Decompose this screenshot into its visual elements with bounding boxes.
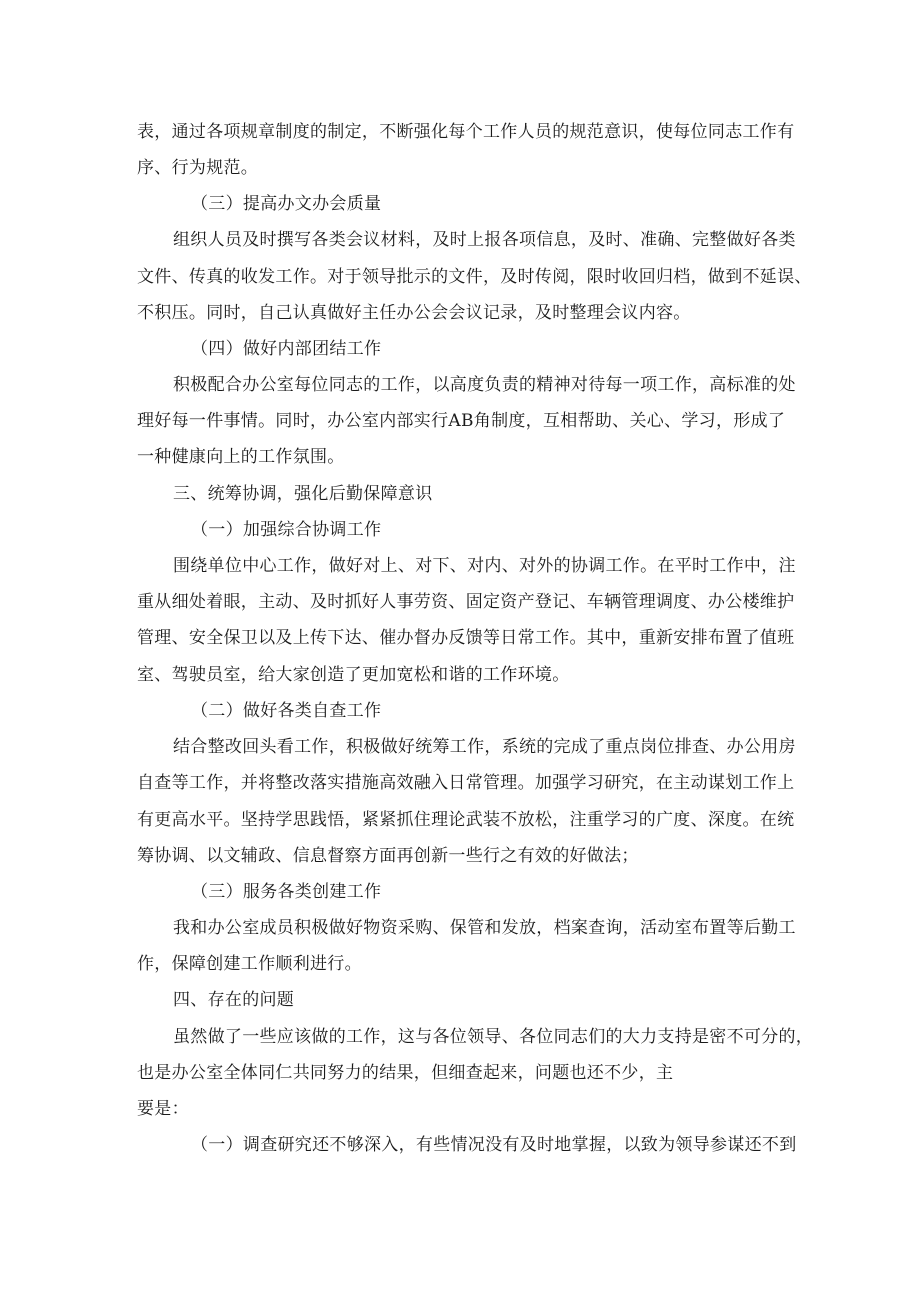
paragraph-line: 要是： xyxy=(137,1099,189,1119)
paragraph-line: 组织人员及时撰写各类会议材料，及时上报各项信息，及时、准确、完整做好各类 xyxy=(173,230,796,250)
paragraph-line: 表，通过各项规章制度的制定，不断强化每个工作人员的规范意识，使每位同志工作有 xyxy=(137,122,795,142)
paragraph-line: 也是办公室全体同仁共同努力的结果，但细查起来，问题也还不少，主 xyxy=(137,1063,674,1083)
section-heading: 四、存在的问题 xyxy=(173,990,295,1010)
paragraph-line: 有更高水平。坚持学思践悟，紧紧抓住理论武装不放松，注重学习的广度、深度。在统 xyxy=(137,810,795,830)
paragraph-line: 理好每一件事情。同时，办公室内部实行AB角制度，互相帮助、关心、学习，形成了 xyxy=(137,411,786,431)
section-heading: （三）服务各类创建工作 xyxy=(191,882,382,902)
paragraph-line: （一）调查研究还不够深入，有些情况没有及时地掌握，以致为领导参谋还不到 xyxy=(191,1135,797,1155)
paragraph-line: 不积压。同时，自己认真做好主任办公会会议记录，及时整理会议内容。 xyxy=(137,303,691,323)
paragraph-line: 室、驾驶员室，给大家创造了更加宽松和谐的工作环境。 xyxy=(137,665,570,685)
paragraph-line: 管理、安全保卫以及上传下达、催办督办反馈等日常工作。其中，重新安排布置了值班 xyxy=(137,628,795,648)
paragraph-line: 自查等工作，并将整改落实措施高效融入日常管理。加强学习研究，在主动谋划工作上 xyxy=(137,773,795,793)
paragraph-line: 围绕单位中心工作，做好对上、对下、对内、对外的协调工作。在平时工作中，注 xyxy=(173,556,796,576)
paragraph-line: 积极配合办公室每位同志的工作，以高度负责的精神对待每一项工作，高标准的处 xyxy=(173,375,796,395)
section-heading: （二）做好各类自查工作 xyxy=(191,701,382,721)
paragraph-line: 文件、传真的收发工作。对于领导批示的文件，及时传阅，限时收回归档，做到不延误、 xyxy=(137,267,812,287)
paragraph-line: 虽然做了一些应该做的工作，这与各位领导、各位同志们的大力支持是密不可分的， xyxy=(173,1027,814,1047)
section-heading: （三）提高办文办会质量 xyxy=(191,194,382,214)
section-heading: （四）做好内部团结工作 xyxy=(191,339,382,359)
paragraph-line: 序、行为规范。 xyxy=(137,158,259,178)
paragraph-line: 结合整改回头看工作，积极做好统筹工作，系统的完成了重点岗位排查、办公用房 xyxy=(173,737,796,757)
paragraph-line: 筹协调、以文辅政、信息督察方面再创新一些行之有效的好做法； xyxy=(137,846,639,866)
section-heading: 三、统筹协调，强化后勤保障意识 xyxy=(173,484,433,504)
paragraph-line: 重从细处着眼，主动、及时抓好人事劳资、固定资产登记、车辆管理调度、办公楼维护 xyxy=(137,592,795,612)
paragraph-line: 我和办公室成员积极做好物资采购、保管和发放，档案查询，活动室布置等后勤工 xyxy=(173,918,796,938)
section-heading: （一）加强综合协调工作 xyxy=(191,520,382,540)
paragraph-line: 一种健康向上的工作氛围。 xyxy=(137,447,345,467)
paragraph-line: 作，保障创建工作顺利进行。 xyxy=(137,954,362,974)
